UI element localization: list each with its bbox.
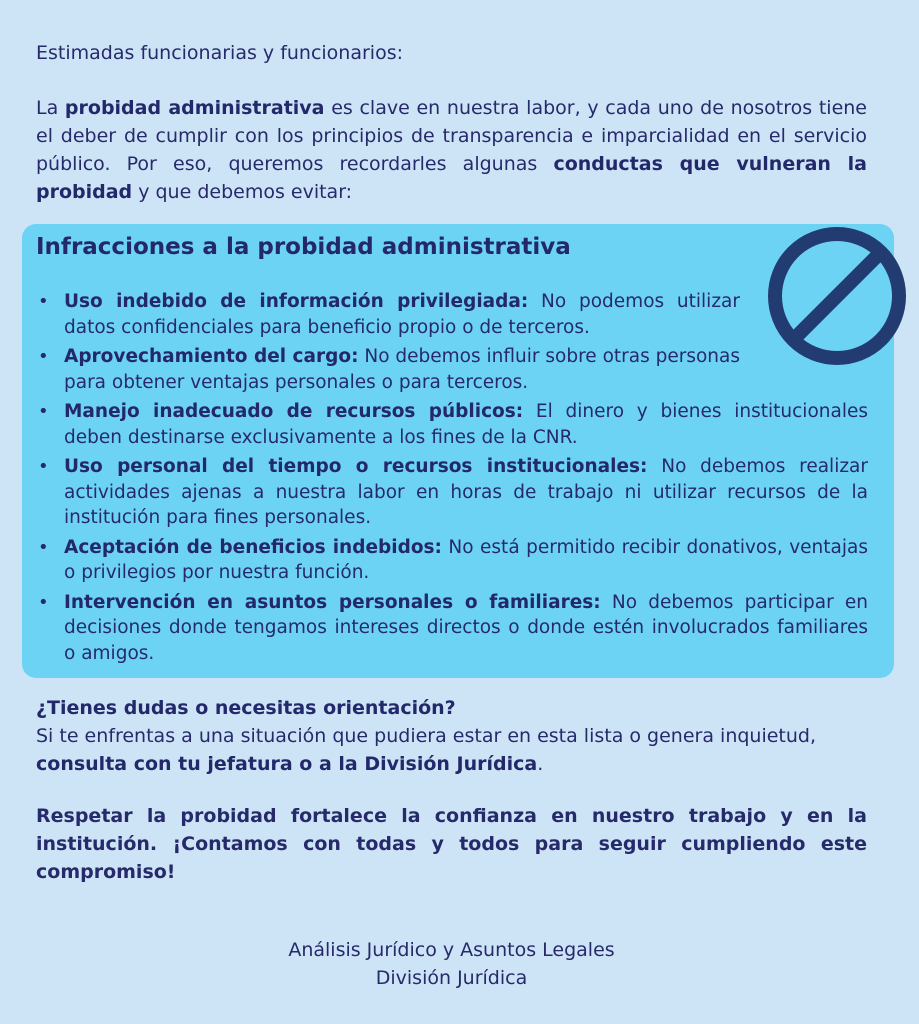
help-question: ¿Tienes dudas o necesitas orientación? <box>36 697 456 719</box>
item-term: Aprovechamiento del cargo: <box>64 346 359 367</box>
item-text: No podemos utilizar datos confidenciales para beneficio propio o de terceros. <box>64 291 740 338</box>
infractions-title: Infracciones a la probidad administrativa <box>36 234 571 260</box>
infractions-list <box>36 289 868 670</box>
help-contact: consulta con tu jefatura o a la División Jurídica <box>36 753 538 775</box>
item-term: Uso personal del tiempo o recursos institucionales: <box>64 456 648 477</box>
intro-bold-1: probidad administrativa <box>64 97 325 119</box>
item-term: Aceptación de beneficios indebidos: <box>64 536 442 558</box>
bullet: • <box>38 346 49 367</box>
intro-text-1: La <box>36 97 65 119</box>
bullet: • <box>38 536 49 558</box>
greeting: Estimadas funcionarias y funcionarios: <box>36 42 404 64</box>
help-end: . <box>537 753 544 775</box>
bullet: • <box>38 401 49 422</box>
intro-text-3: y que debemos evitar: <box>132 181 353 203</box>
item-term: Uso indebido de información privilegiada: <box>64 291 529 312</box>
item-text: No debemos participar en decisiones donde tengamos intereses directos o donde estén involucrados familiares o amigos. <box>64 591 869 664</box>
item-text: No está permitido recibir donativos, ventajas o privilegios por nuestra función. <box>64 536 868 583</box>
bullet: • <box>38 591 49 613</box>
signature-line-2: División Jurídica <box>375 967 528 989</box>
item-text: No debemos influir sobre otras personas para obtener ventajas personales o para terceros. <box>64 346 740 393</box>
bullet: • <box>38 456 49 477</box>
item-term: Manejo inadecuado de recursos públicos: <box>64 401 524 422</box>
item-text: No debemos realizar actividades ajenas a nuestra labor en horas de trabajo ni utilizar recursos de la institución para fines personales. <box>64 456 868 528</box>
help-text: Si te enfrentas a una situación que pudiera estar en esta lista o genera inquietud, <box>36 725 817 747</box>
bullet: • <box>38 291 49 312</box>
list-item <box>36 590 868 667</box>
help-section <box>36 694 867 778</box>
list-item <box>36 535 868 586</box>
list-item <box>36 454 868 531</box>
intro-paragraph <box>36 94 867 206</box>
list-item <box>36 344 740 395</box>
signature-line-1: Análisis Jurídico y Asuntos Legales <box>288 939 615 961</box>
closing-message: Respetar la probidad fortalece la confianza en nuestro trabajo y en la institución. ¡Contamos con todas y todos para seguir cumpliendo este compromiso! <box>36 805 867 883</box>
infractions-box <box>22 224 894 678</box>
item-term: Intervención en asuntos personales o familiares: <box>64 591 601 613</box>
list-item <box>36 399 868 450</box>
intro-text-2: es clave en nuestra labor, y cada uno de nosotros tiene el deber de cumplir con los principios de transparencia e imparcialidad en el servicio público. Por eso, queremos recordarles algunas <box>36 97 867 175</box>
intro-bold-2: conductas que vulneran la probidad <box>36 153 867 203</box>
item-text: El dinero y bienes institucionales deben destinarse exclusivamente a los fines de la CNR. <box>64 401 868 448</box>
signature <box>0 936 903 992</box>
list-item <box>36 289 740 340</box>
